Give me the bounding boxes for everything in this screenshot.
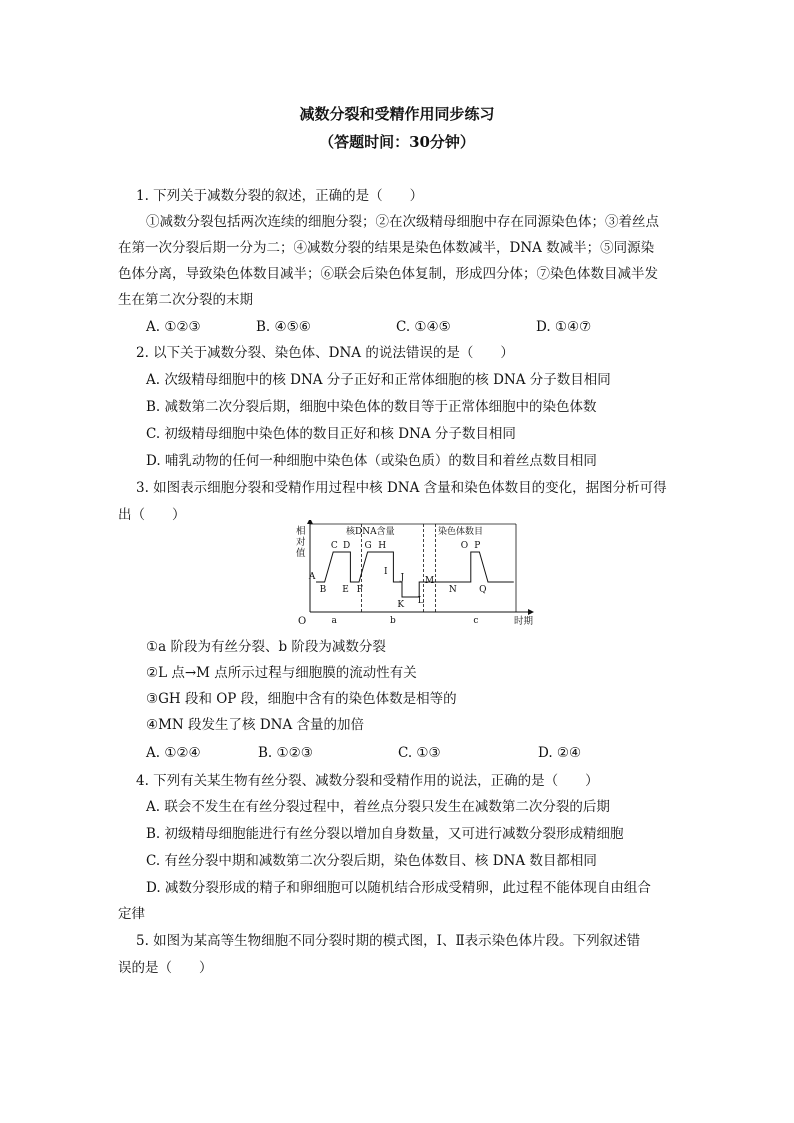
point-label-H: H — [378, 541, 387, 551]
stage-label-b: b — [389, 616, 396, 626]
q4-option-a[interactable]: A. 联会不发生在有丝分裂过程中，着丝点分裂只发生在减数第二次分裂的后期 — [146, 799, 610, 815]
q3-options — [0, 743, 794, 763]
x-axis-arrow — [528, 609, 534, 615]
page-title: 减数分裂和受精作用同步练习 — [299, 105, 495, 123]
point-label-J: J — [400, 573, 405, 583]
q5-stem: 5. 如图为某高等生物细胞不同分裂时期的模式图，Ⅰ、Ⅱ表示染色体片段。下列叙述错 — [136, 933, 641, 949]
dna-chromosome-chart — [288, 520, 538, 630]
point-label-C: C — [330, 541, 338, 551]
point-label-I: I — [383, 567, 388, 577]
q1-body-line: ①减数分裂包括两次连续的细胞分裂；②在次级精母细胞中存在同源染色体；③着丝点 — [146, 214, 659, 230]
q2-option-b[interactable]: B. 减数第二次分裂后期，细胞中染色体的数目等于正常体细胞中的染色体数 — [146, 399, 597, 415]
q3-option-b[interactable]: B. ①②③ — [258, 745, 313, 761]
section-label-chromosome: 染色体数目 — [438, 527, 484, 537]
q3-statement: ④MN 段发生了核 DNA 含量的加倍 — [146, 717, 364, 733]
q3-statement: ③GH 段和 OP 段，细胞中含有的染色体数是相等的 — [146, 691, 457, 707]
q3-stem-cont: 出（ ） — [118, 507, 186, 523]
q4-option-b[interactable]: B. 初级精母细胞能进行有丝分裂以增加自身数量，又可进行减数分裂形成精细胞 — [146, 826, 624, 842]
point-label-D: D — [342, 541, 351, 551]
y-axis-label-char: 值 — [296, 548, 306, 559]
q4-option-d[interactable]: D. 减数分裂形成的精子和卵细胞可以随机结合形成受精卵，此过程不能体现自由组合 — [146, 880, 651, 896]
point-label-N: N — [448, 585, 457, 595]
q4-option-d-cont: 定律 — [118, 906, 145, 922]
q1-body-line: 在第一次分裂后期一分为二；④减数分裂的结果是染色体数减半，DNA 数减半；⑤同源染 — [118, 240, 655, 256]
q2-option-a[interactable]: A. 次级精母细胞中的核 DNA 分子正好和正常体细胞的核 DNA 分子数目相同 — [146, 372, 611, 388]
point-label-E: E — [342, 585, 349, 595]
q3-statement: ②L 点→M 点所示过程与细胞膜的流动性有关 — [146, 665, 417, 681]
q2-stem: 2. 以下关于减数分裂、染色体、DNA 的说法错误的是（ ） — [136, 345, 514, 361]
point-label-Q: Q — [479, 585, 487, 595]
q3-option-a[interactable]: A. ①②④ — [146, 745, 201, 761]
point-label-G: G — [364, 541, 372, 551]
q2-option-c[interactable]: C. 初级精母细胞中染色体的数目正好和核 DNA 分子数目相同 — [146, 426, 516, 442]
x-axis-label: 时期 — [514, 616, 534, 627]
q4-stem: 4. 下列有关某生物有丝分裂、减数分裂和受精作用的说法，正确的是（ ） — [136, 773, 599, 789]
page-subtitle: （答题时间：30分钟） — [319, 133, 475, 151]
y-axis-label-char: 相 — [296, 526, 306, 537]
q1-stem: 1. 下列关于减数分裂的叙述，正确的是（ ） — [136, 188, 424, 204]
section-label-dna: 核DNA含量 — [346, 527, 395, 537]
q1-body-line: 色体分离，导致染色体数目减半；⑥联会后染色体复制，形成四分体；⑦染色体数目减半发 — [118, 266, 658, 282]
point-label-F: F — [356, 585, 363, 595]
y-axis-arrow — [307, 520, 313, 524]
q2-option-d[interactable]: D. 哺乳动物的任何一种细胞中染色体（或染色质）的数目和着丝点数目相同 — [146, 453, 597, 469]
point-label-B: B — [319, 585, 327, 595]
point-label-K: K — [397, 600, 405, 610]
q3-stem: 3. 如图表示细胞分裂和受精作用过程中核 DNA 含量和染色体数目的变化，据图分析可得 — [136, 480, 667, 496]
point-label-P: P — [474, 541, 481, 551]
q3-statement: ①a 阶段为有丝分裂、b 阶段为减数分裂 — [146, 639, 386, 655]
q1-option-c[interactable]: C. ①④⑤ — [396, 319, 451, 335]
q5-stem-cont: 误的是（ ） — [118, 960, 213, 976]
point-label-A: A — [308, 572, 316, 582]
q3-option-d[interactable]: D. ②④ — [538, 745, 582, 761]
q1-body-line: 生在第二次分裂的末期 — [118, 292, 253, 308]
stage-label-a: a — [331, 616, 337, 626]
stage-label-c: c — [473, 616, 479, 626]
q1-option-b[interactable]: B. ④⑤⑥ — [256, 319, 311, 335]
y-axis-label-char: 对 — [296, 537, 306, 548]
origin-label: O — [298, 616, 307, 627]
q1-option-a[interactable]: A. ①②③ — [146, 319, 201, 335]
q3-option-c[interactable]: C. ①③ — [398, 745, 441, 761]
q1-options — [0, 317, 794, 337]
q4-option-c[interactable]: C. 有丝分裂中期和减数第二次分裂后期，染色体数目、核 DNA 数目都相同 — [146, 853, 597, 869]
point-label-O: O — [460, 541, 469, 551]
point-label-L: L — [417, 596, 424, 606]
point-label-M: M — [424, 576, 435, 586]
q1-option-d[interactable]: D. ①④⑦ — [536, 319, 592, 335]
